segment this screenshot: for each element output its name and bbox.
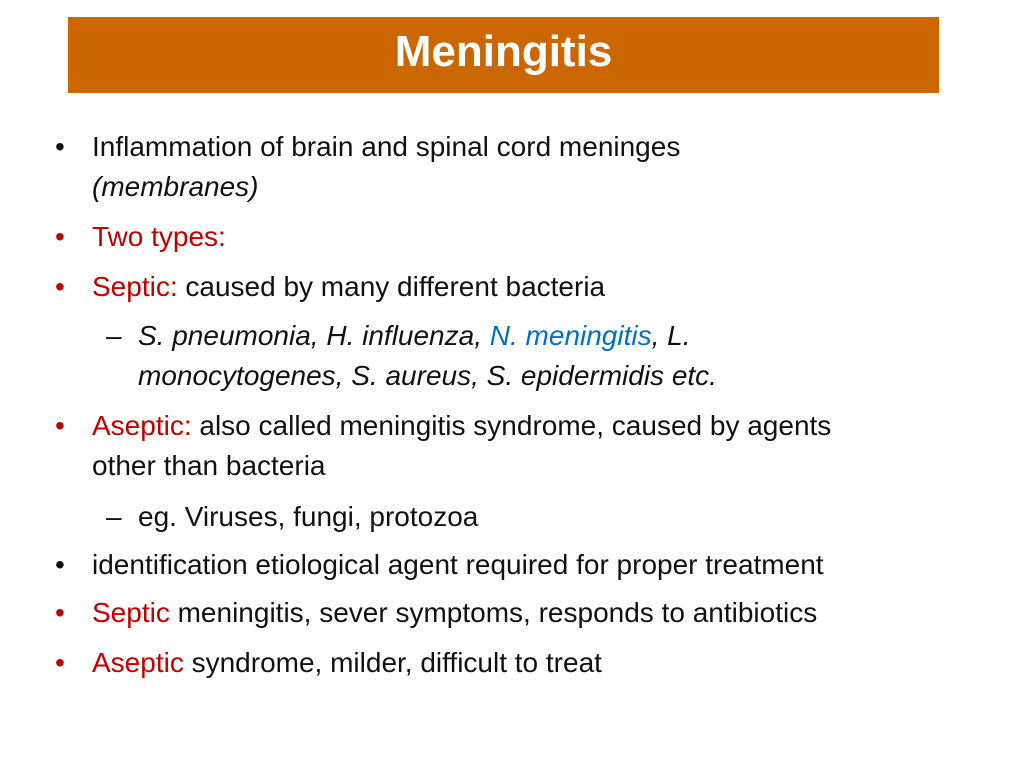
bullet-text: Two types: xyxy=(92,221,226,252)
bullet-text: meningitis, sever symptoms, responds to antibiotics xyxy=(169,597,818,628)
bullet-marker: • xyxy=(55,131,65,162)
bullet-marker: • xyxy=(55,221,65,252)
bullet-line xyxy=(92,267,605,307)
bullet-line xyxy=(92,593,817,633)
bullet-text: Inflammation of brain and spinal cord meninges xyxy=(92,131,681,162)
bullet-highlight: Septic xyxy=(92,597,170,628)
slide-title: Meningitis xyxy=(394,27,613,76)
sub-bullet-text: S. pneumonia, H. influenza, xyxy=(138,320,490,351)
sub-bullet-text: eg. Viruses, fungi, protozoa xyxy=(138,501,479,532)
bullet-marker: • xyxy=(55,410,65,441)
bullet-line xyxy=(92,643,602,683)
bullet-line xyxy=(92,406,831,446)
bullet-text: syndrome, milder, difficult to treat xyxy=(183,647,602,678)
sub-bullet-marker: – xyxy=(106,320,122,351)
bullet-text-continuation: other than bacteria xyxy=(92,450,326,481)
sub-bullet-text: , L. xyxy=(651,320,691,351)
bullet-marker: • xyxy=(55,549,65,580)
bullet-marker: • xyxy=(55,271,65,302)
bullet-text: also called meningitis syndrome, caused by agents xyxy=(191,410,832,441)
bullet-highlight: Septic: xyxy=(92,271,178,302)
sub-bullet-marker: – xyxy=(106,501,122,532)
bullet-highlight: Aseptic: xyxy=(92,410,192,441)
sub-bullet-highlight: N. meningitis xyxy=(489,320,652,351)
bullet-marker: • xyxy=(55,647,65,678)
bullet-text: caused by many different bacteria xyxy=(177,271,606,302)
sub-bullet-line xyxy=(138,316,691,356)
bullet-marker: • xyxy=(55,597,65,628)
sub-bullet-text-continuation: monocytogenes, S. aureus, S. epidermidis etc. xyxy=(138,360,717,391)
bullet-highlight: Aseptic xyxy=(92,647,184,678)
bullet-text: identification etiological agent required for proper treatment xyxy=(92,549,824,580)
bullet-text-continuation: (membranes) xyxy=(92,171,259,202)
